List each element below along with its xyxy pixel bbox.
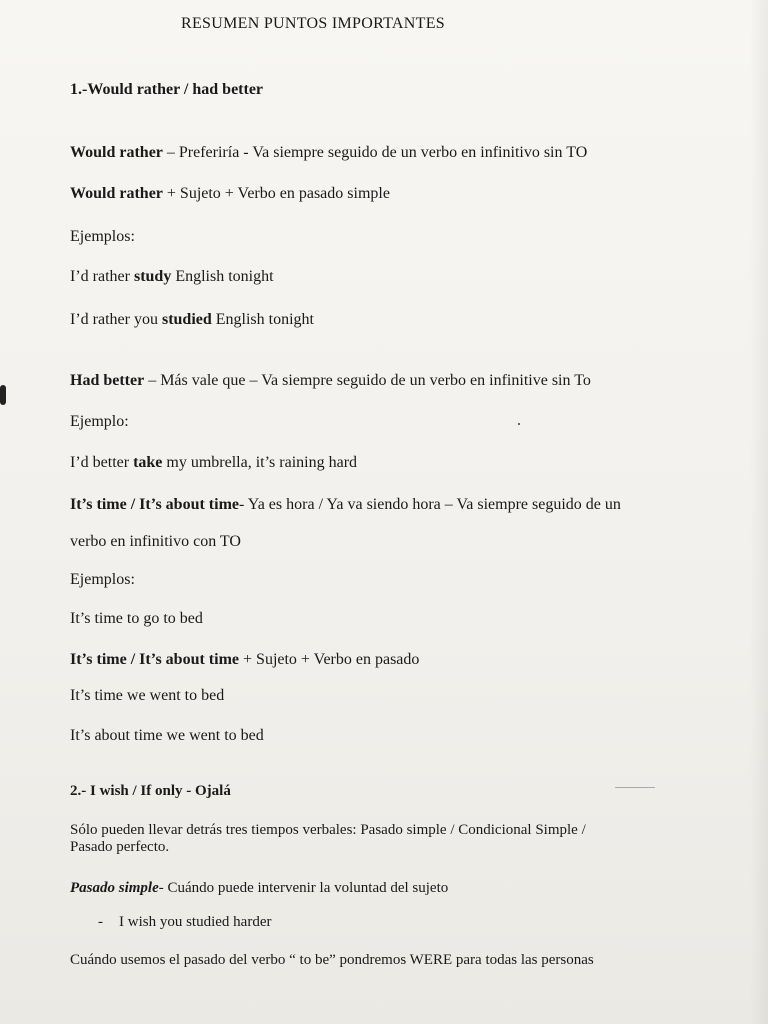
examples-label: Ejemplos: (70, 571, 135, 588)
term: Pasado simple (70, 880, 159, 896)
section-2-intro: Sólo pueden llevar detrás tres tiempos verbales: Pasado simple / Condicional Simple / (70, 822, 586, 838)
definition-text: – Más vale que – Va siempre seguido de un verbo en infinitive sin To (144, 372, 591, 389)
example-text: I’d rather (70, 268, 134, 285)
definition-text: – Preferiría - Va siempre seguido de un verbo en infinitivo sin TO (162, 144, 588, 161)
section-2-intro-cont: Pasado perfecto. (70, 839, 170, 855)
example-line: It’s time to go to bed (70, 610, 203, 627)
would-rather-structure (70, 184, 390, 204)
section-2-heading: 2.- I wish / If only - Ojalá (70, 783, 231, 799)
example-verb: study (133, 268, 172, 285)
page-title: RESUMEN PUNTOS IMPORTANTES (181, 15, 445, 32)
structure-text: + Sujeto + Verbo en pasado simple (162, 185, 390, 202)
example-text: I’d better (70, 454, 134, 471)
example-text: English tonight (171, 268, 274, 285)
its-time-definition-cont: verbo en infinitivo con TO (70, 533, 241, 550)
pasado-simple-definition (70, 878, 448, 898)
example-line (70, 453, 357, 473)
example-verb: take (133, 454, 163, 471)
term: It’s time / It’s about time (70, 496, 240, 513)
section-1-heading: 1.-Would rather / had better (70, 81, 264, 98)
bullet-item (98, 912, 271, 932)
definition-text: - Ya es hora / Ya va siendo hora – Va siempre seguido de un (239, 496, 621, 513)
its-time-definition (70, 495, 621, 515)
example-line: It’s about time we went to bed (70, 727, 264, 744)
structure-text: + Sujeto + Verbo en pasado (239, 651, 420, 668)
term: Would rather (70, 185, 163, 202)
term: It’s time / It’s about time (70, 651, 240, 668)
pen-smudge (615, 787, 655, 788)
speck (518, 423, 520, 425)
bullet-text: I wish you studied harder (119, 914, 272, 930)
were-rule: Cuándo usemos el pasado del verbo “ to be” pondremos WERE para todas las personas (70, 952, 594, 968)
example-line: It’s time we went to bed (70, 687, 225, 704)
term: Had better (70, 372, 145, 389)
page-edge-shadow (750, 0, 768, 1024)
example-label: Ejemplo: (70, 413, 129, 430)
definition-text: - Cuándo puede intervenir la voluntad del sujeto (158, 880, 449, 896)
bullet-dash: - (98, 914, 103, 930)
term: Would rather (70, 144, 163, 161)
example-text: English tonight (211, 311, 314, 328)
had-better-definition (70, 371, 591, 391)
its-time-structure (70, 650, 419, 670)
binder-hole-mark (0, 385, 6, 405)
example-text: my umbrella, it’s raining hard (162, 454, 358, 471)
example-verb: studied (161, 311, 212, 328)
example-line (70, 310, 314, 330)
examples-label: Ejemplos: (70, 228, 135, 245)
would-rather-definition (70, 143, 587, 163)
example-text: I’d rather you (70, 311, 162, 328)
example-line (70, 267, 274, 287)
